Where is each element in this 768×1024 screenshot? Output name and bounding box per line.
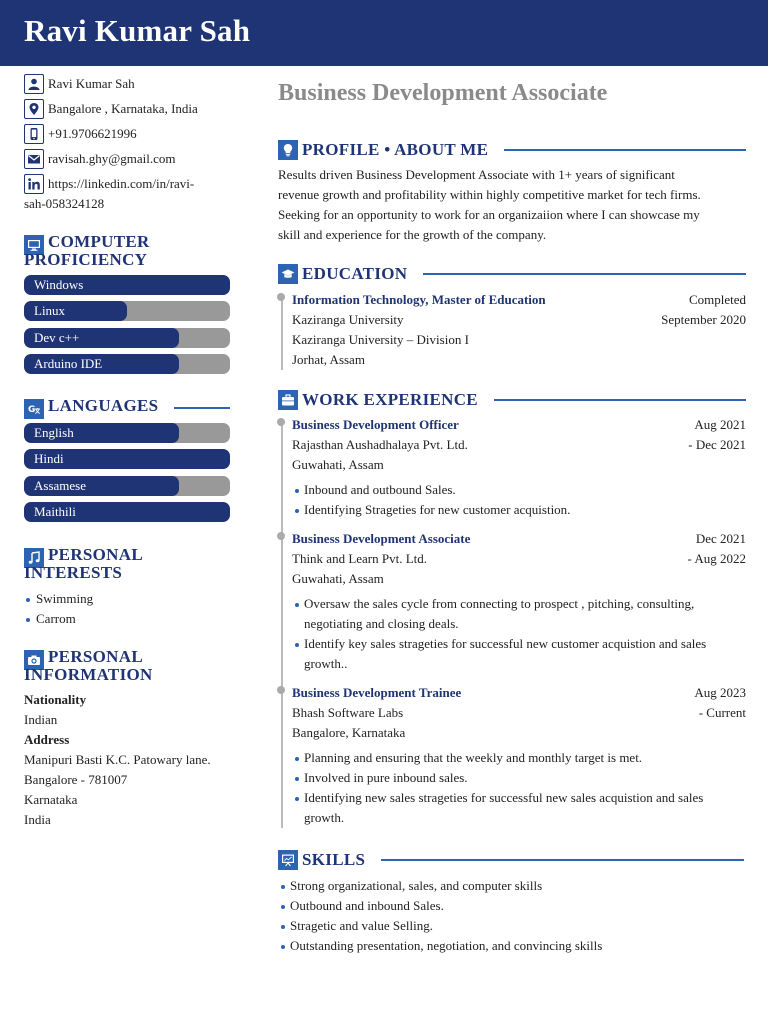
contact-phone-row — [24, 124, 230, 149]
languages-divider — [174, 407, 230, 409]
language-bar-label: Hindi — [34, 451, 64, 466]
education-timeline — [278, 290, 746, 370]
work-bullet-continuation: growth.. — [304, 656, 348, 671]
language-bar-label: Assamese — [34, 477, 86, 493]
interests-title-line-2: INTERESTS — [24, 563, 123, 582]
computer-proficiency-title — [24, 232, 150, 269]
education-entry — [292, 290, 746, 370]
skill-item: Strong organizational, sales, and computer skills — [278, 876, 744, 896]
education-status: Completed — [688, 292, 746, 307]
work-role: Business Development Trainee — [292, 685, 462, 700]
profile-line: Results driven Business Development Associate with 1+ years of significant — [278, 167, 675, 182]
personal-interests-heading — [24, 546, 230, 582]
left-column — [24, 74, 230, 830]
work-bullet: Identify key sales strageties for successful new customer acquistion and sales — [292, 634, 746, 654]
work-bullet: Involved in pure inbound sales. — [292, 768, 746, 788]
phone-icon — [24, 124, 44, 144]
linkedin-icon — [24, 174, 44, 194]
skill-bar-label: Linux — [34, 303, 66, 318]
language-bar-label: Maithili — [34, 504, 76, 519]
language-icon — [24, 399, 44, 419]
skills-list — [278, 876, 744, 956]
timeline-line — [281, 294, 283, 370]
interests-list — [24, 589, 230, 629]
education-date: September 2020 — [661, 312, 746, 327]
skill-bar-arduino-ide — [24, 354, 230, 374]
interests-title-line-1: PERSONAL — [48, 545, 143, 564]
work-bullet: Oversaw the sales cycle from connecting to prospect , pitching, consulting, — [292, 594, 746, 614]
timeline-dot — [277, 293, 285, 301]
skills-divider — [381, 859, 744, 861]
email-icon — [24, 149, 44, 169]
skill-item: Stragetic and value Selling. — [278, 916, 744, 936]
profile-line: revenue growth and profitability within highly competitive market for tech firms. — [278, 187, 701, 202]
education-school: Kaziranga University — [292, 312, 404, 327]
contact-linkedin-row — [24, 174, 230, 214]
candidate-name: Ravi Kumar Sah — [24, 13, 251, 48]
skill-bar-label: Windows — [34, 276, 84, 292]
graduation-cap-icon — [278, 264, 298, 284]
education-degree: Information Technology, Master of Education — [292, 292, 546, 307]
work-bullet: Identifying Strageties for new customer acquistion. — [292, 500, 746, 520]
work-end-date: - Dec 2021 — [688, 437, 746, 452]
skills-section — [278, 850, 744, 956]
education-heading — [278, 264, 746, 284]
education-divider — [423, 273, 746, 275]
timeline-dot — [277, 532, 285, 540]
language-bar-maithili — [24, 502, 230, 522]
contact-email[interactable]: ravisah.ghy@gmail.com — [48, 151, 176, 166]
languages-title: LANGUAGES — [48, 396, 159, 415]
work-bullet-continuation: negotiating and closing deals. — [304, 616, 459, 631]
profile-summary — [278, 165, 746, 245]
skill-item: Outstanding presentation, negotiation, and convincing skills — [278, 936, 744, 956]
work-end-date: - Aug 2022 — [687, 551, 746, 566]
work-place: Guwahati, Assam — [292, 457, 384, 472]
lightbulb-icon — [278, 140, 298, 160]
language-bar-hindi — [24, 449, 230, 469]
work-company: Rajasthan Aushadhalaya Pvt. Ltd. — [292, 437, 468, 452]
personal-information-details — [24, 690, 230, 830]
work-bullet-continuation: growth. — [304, 810, 345, 825]
computer-proficiency-heading — [24, 233, 230, 269]
location-pin-icon — [24, 99, 44, 119]
work-timeline — [278, 415, 746, 828]
skill-bar-dev-cpp — [24, 328, 230, 348]
timeline-line — [281, 419, 283, 828]
personal-title-line-2: INFORMATION — [24, 665, 153, 684]
work-start-date: Dec 2021 — [695, 531, 746, 546]
contact-block — [24, 74, 230, 214]
contact-name: Ravi Kumar Sah — [48, 76, 135, 91]
personal-interests-title — [24, 545, 143, 582]
contact-linkedin-line-1[interactable]: https://linkedin.com/in/ravi- — [48, 176, 195, 191]
work-experience-divider — [494, 399, 746, 401]
skills-title: SKILLS — [302, 850, 366, 869]
work-experience-heading — [278, 390, 746, 410]
profile-divider — [504, 149, 746, 151]
computer-title-line-2: PROFICIENCY — [24, 250, 148, 269]
briefcase-icon — [278, 390, 298, 410]
header-banner — [0, 0, 768, 66]
skill-bar-windows — [24, 275, 230, 295]
skill-item: Outbound and inbound Sales. — [278, 896, 744, 916]
personal-information-title — [24, 647, 153, 684]
timeline-dot — [277, 686, 285, 694]
language-bar-assamese — [24, 476, 230, 496]
work-company: Think and Learn Pvt. Ltd. — [292, 551, 428, 566]
presentation-board-icon — [278, 850, 298, 870]
work-place: Bangalore, Karnataka — [292, 725, 406, 740]
work-experience-title: WORK EXPERIENCE — [302, 390, 478, 409]
skill-bar-label: Arduino IDE — [34, 356, 103, 371]
work-company: Bhash Software Labs — [292, 705, 404, 720]
language-bar-english — [24, 423, 230, 443]
address-line-1: Manipuri Basti K.C. Patowary lane. — [24, 752, 211, 767]
contact-email-row — [24, 149, 230, 174]
work-end-date: - Current — [698, 705, 746, 720]
contact-location-row — [24, 99, 230, 124]
profile-line: Seeking for an opportunity to work for an organizaiion where I can showcase my — [278, 207, 700, 222]
timeline-dot — [277, 418, 285, 426]
address-label: Address — [24, 732, 70, 747]
work-entry-associate — [292, 529, 746, 674]
language-list — [24, 423, 230, 523]
interest-item: Swimming — [24, 589, 230, 609]
work-start-date: Aug 2021 — [694, 417, 746, 432]
work-bullet: Identifying new sales strageties for successful new sales acquistion and sales — [292, 788, 746, 808]
language-bar-label: English — [34, 424, 74, 440]
person-icon — [24, 74, 44, 94]
personal-information-heading — [24, 648, 230, 684]
personal-title-line-1: PERSONAL — [48, 647, 143, 666]
education-title: EDUCATION — [302, 264, 408, 283]
address-line-2: Bangalore - 781007 — [24, 772, 128, 787]
work-role: Business Development Associate — [292, 531, 471, 546]
interest-item: Carrom — [24, 609, 230, 629]
profile-heading — [278, 140, 746, 160]
nationality-value: Indian — [24, 712, 58, 727]
work-start-date: Aug 2023 — [694, 685, 746, 700]
contact-location: Bangalore , Karnataka, India — [48, 101, 198, 116]
skills-heading — [278, 850, 744, 870]
skill-bar-linux — [24, 301, 230, 321]
svg-text:G: G — [28, 405, 36, 415]
contact-linkedin-line-2[interactable]: sah-058324128 — [24, 196, 105, 211]
languages-heading — [24, 397, 230, 419]
job-title: Business Development Associate — [278, 80, 608, 106]
right-column — [278, 80, 746, 828]
computer-skill-list — [24, 275, 230, 375]
work-role: Business Development Officer — [292, 417, 459, 432]
work-entry-officer — [292, 415, 746, 520]
work-entry-trainee — [292, 683, 746, 828]
profile-line: skill and experience for the growth of the company. — [278, 227, 547, 242]
contact-phone: +91.9706621996 — [48, 126, 137, 141]
address-line-3: Karnataka — [24, 792, 78, 807]
contact-name-row — [24, 74, 230, 99]
skill-bar-label: Dev c++ — [34, 329, 80, 345]
profile-title: PROFILE • ABOUT ME — [302, 140, 489, 159]
education-division: Kaziranga University – Division I — [292, 332, 469, 347]
computer-title-line-1: COMPUTER — [48, 232, 150, 251]
work-bullet: Inbound and outbound Sales. — [292, 480, 746, 500]
work-place: Guwahati, Assam — [292, 571, 384, 586]
nationality-label: Nationality — [24, 692, 87, 707]
education-place: Jorhat, Assam — [292, 352, 365, 367]
work-bullet: Planning and ensuring that the weekly and monthly target is met. — [292, 748, 746, 768]
address-line-4: India — [24, 812, 51, 827]
